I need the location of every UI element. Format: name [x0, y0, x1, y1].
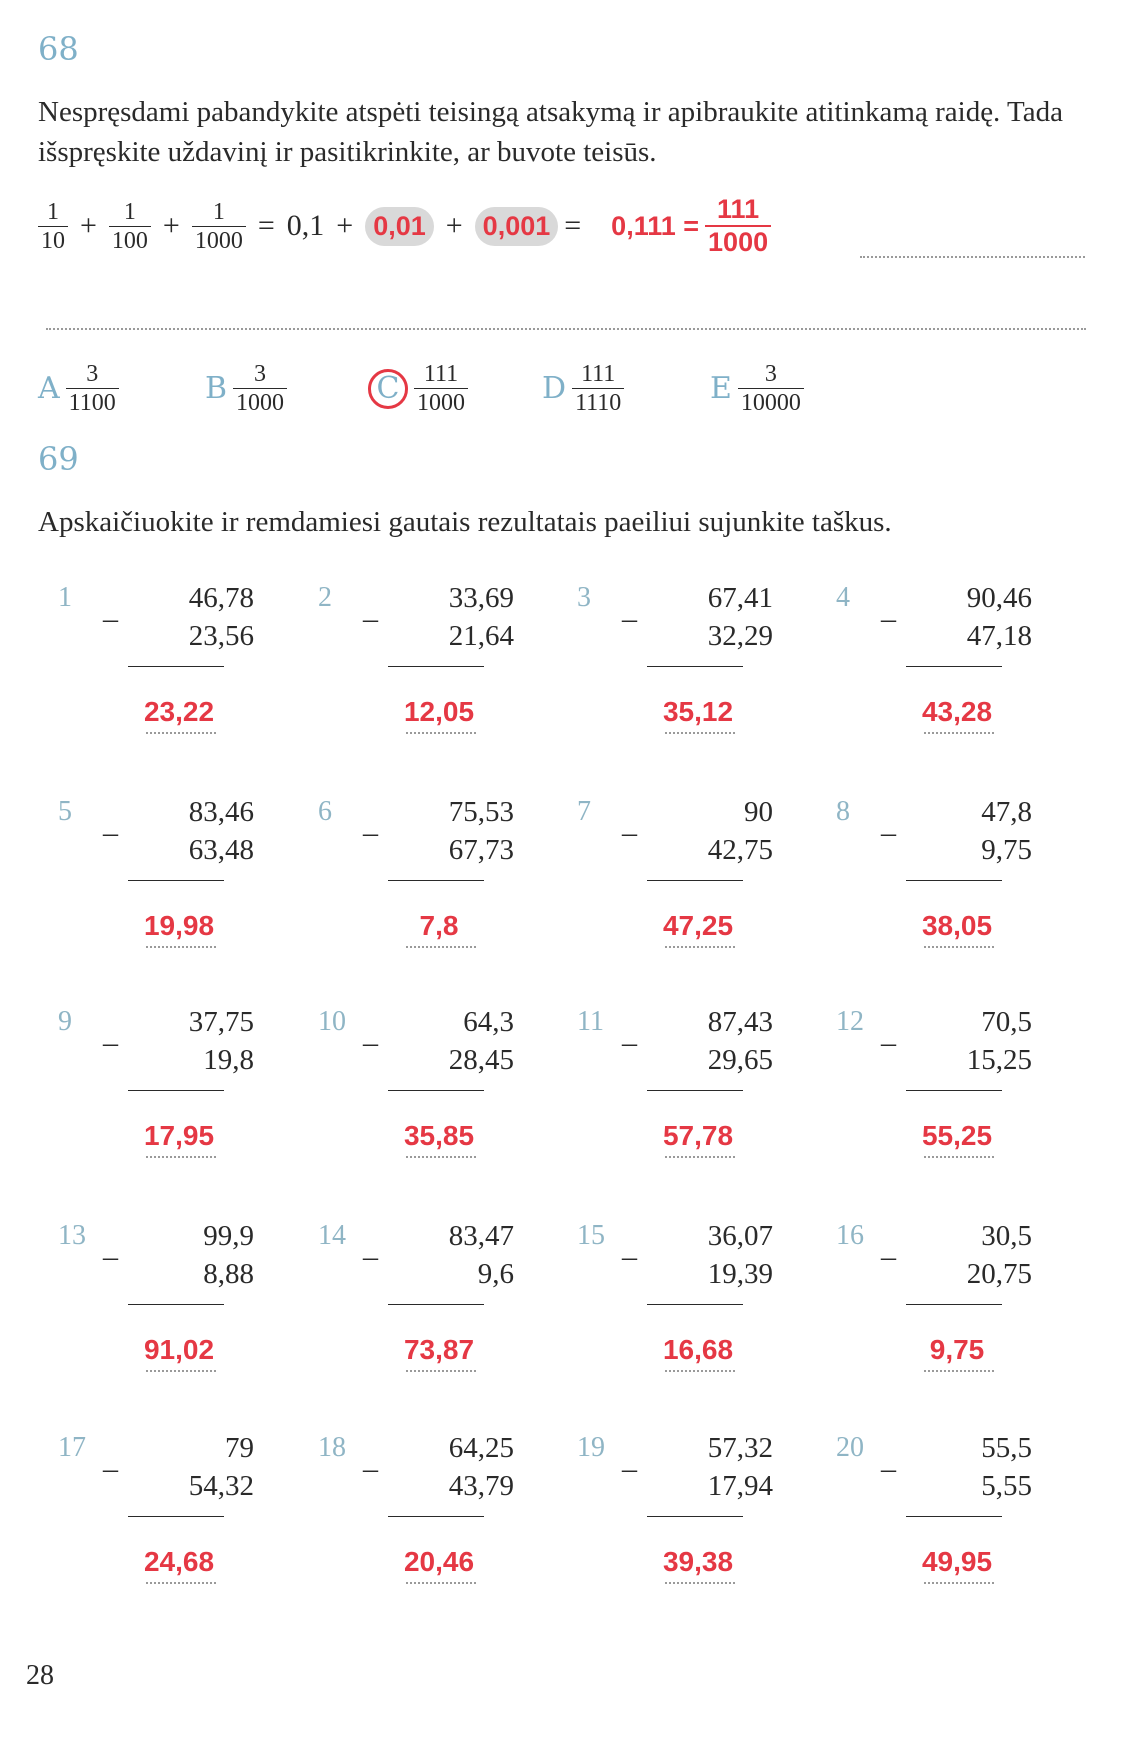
minus-sign: _: [881, 1016, 896, 1049]
handwritten-answer: 39,38: [662, 1546, 734, 1577]
subtrahend: 20,75: [966, 1258, 1032, 1290]
subtrahend: 32,29: [707, 620, 773, 652]
minus-sign: _: [622, 1230, 637, 1263]
answer-dotted-line: [924, 1156, 994, 1158]
option-e[interactable]: E $\frac{3}{10000}$: [710, 362, 804, 415]
subtraction-problem-16: [836, 1220, 1076, 1390]
sum-rule: [647, 666, 743, 667]
subtrahend: 17,94: [707, 1470, 773, 1502]
subtrahend: 29,65: [707, 1044, 773, 1076]
subtraction-problem-20: [836, 1432, 1076, 1602]
answer-dotted-line: [146, 732, 216, 734]
subtrahend: 43,79: [448, 1470, 514, 1502]
answer-dotted-line: [665, 732, 735, 734]
handwritten-answer: 19,98: [143, 910, 215, 941]
selected-circle: C: [368, 369, 408, 409]
minus-sign: _: [622, 1016, 637, 1049]
handwritten-answer: 43,28: [921, 696, 993, 727]
problem-index: 2: [318, 582, 332, 613]
handwritten-answer: 91,02: [143, 1334, 215, 1365]
problem-index: 16: [836, 1220, 864, 1251]
problem-index: 4: [836, 582, 850, 613]
minuend: 67,41: [707, 582, 773, 614]
problem-index: 5: [58, 796, 72, 827]
page-number: 28: [26, 1660, 54, 1691]
minus-sign: _: [363, 806, 378, 839]
subtrahend: 28,45: [448, 1044, 514, 1076]
subtrahend: 9,6: [477, 1258, 514, 1290]
minus-sign: _: [363, 592, 378, 625]
sum-rule: [388, 880, 484, 881]
handwritten-answer: 7,8: [419, 910, 459, 941]
subtrahend: 15,25: [966, 1044, 1032, 1076]
subtraction-problem-5: [58, 796, 298, 966]
sum-rule: [388, 1516, 484, 1517]
minuend: 70,5: [981, 1006, 1032, 1038]
cloud-term-0-001: 0,001: [475, 207, 559, 246]
sum-rule: [128, 1516, 224, 1517]
handwritten-answer: 57,78: [662, 1120, 734, 1151]
problem-index: 12: [836, 1006, 864, 1037]
minuend: 83,47: [448, 1220, 514, 1252]
problem-index: 6: [318, 796, 332, 827]
answer-dotted-line: [406, 1370, 476, 1372]
subtraction-problem-9: [58, 1006, 298, 1176]
subtraction-problem-14: [318, 1220, 558, 1390]
problem-index: 14: [318, 1220, 346, 1251]
option-c-circled[interactable]: C $\frac{111}{1000}$: [368, 362, 468, 415]
subtraction-problem-4: [836, 582, 1076, 752]
minus-sign: _: [103, 1442, 118, 1475]
minus-sign: _: [881, 1230, 896, 1263]
exercise-69-instruction: Apskaičiuokite ir remdamiesi gautais rezultatais paeiliui sujunkite taškus.: [38, 506, 892, 538]
option-d[interactable]: D $\frac{111}{1110}$: [542, 362, 624, 415]
sum-rule: [906, 1090, 1002, 1091]
minuend: 99,9: [203, 1220, 254, 1252]
problem-index: 7: [577, 796, 591, 827]
minus-sign: _: [103, 1230, 118, 1263]
answer-dotted-line: [665, 1582, 735, 1584]
minus-sign: _: [103, 1016, 118, 1049]
sum-rule: [647, 1090, 743, 1091]
cloud-term-0-01: 0,01: [365, 207, 434, 246]
problem-index: 11: [577, 1006, 604, 1037]
sum-rule: [906, 666, 1002, 667]
handwritten-answer: 35,12: [662, 696, 734, 727]
problem-index: 9: [58, 1006, 72, 1037]
sum-rule: [906, 1516, 1002, 1517]
problem-index: 15: [577, 1220, 605, 1251]
sum-rule: [647, 1516, 743, 1517]
answer-dotted-line: [924, 1370, 994, 1372]
problem-index: 8: [836, 796, 850, 827]
sum-rule: [128, 1090, 224, 1091]
sum-rule: [906, 880, 1002, 881]
subtraction-problem-13: [58, 1220, 298, 1390]
minuend: 64,25: [448, 1432, 514, 1464]
subtrahend: 47,18: [966, 620, 1032, 652]
handwritten-answer: 12,05: [403, 696, 475, 727]
minuend: 64,3: [463, 1006, 514, 1038]
minus-sign: _: [881, 1442, 896, 1475]
subtraction-problem-6: [318, 796, 558, 966]
minus-sign: _: [103, 806, 118, 839]
minuend: 55,5: [981, 1432, 1032, 1464]
subtraction-problem-3: [577, 582, 817, 752]
minuend: 57,32: [707, 1432, 773, 1464]
subtrahend: 42,75: [707, 834, 773, 866]
problem-index: 13: [58, 1220, 86, 1251]
subtrahend: 5,55: [981, 1470, 1032, 1502]
handwritten-answer: 17,95: [143, 1120, 215, 1151]
subtraction-problem-18: [318, 1432, 558, 1602]
minus-sign: _: [881, 806, 896, 839]
sum-rule: [128, 666, 224, 667]
problem-index: 17: [58, 1432, 86, 1463]
minuend: 87,43: [707, 1006, 773, 1038]
answer-dotted-line: [146, 1582, 216, 1584]
subtraction-problem-10: [318, 1006, 558, 1176]
problem-index: 3: [577, 582, 591, 613]
handwritten-answer: 73,87: [403, 1334, 475, 1365]
sum-rule: [647, 1304, 743, 1305]
problem-index: 18: [318, 1432, 346, 1463]
exercise-68-number: 68: [38, 30, 79, 68]
subtraction-problem-19: [577, 1432, 817, 1602]
minus-sign: _: [622, 1442, 637, 1475]
subtrahend: 67,73: [448, 834, 514, 866]
minuend: 36,07: [707, 1220, 773, 1252]
subtraction-problem-12: [836, 1006, 1076, 1176]
problem-index: 10: [318, 1006, 346, 1037]
term-0-1: 0,1: [286, 209, 325, 242]
answer-dotted-line: [924, 732, 994, 734]
answer-dotted-line: [665, 946, 735, 948]
answer-dotted-line: [665, 1156, 735, 1158]
answer-dotted-line: [406, 1582, 476, 1584]
answer-dotted-line-1: [860, 256, 1085, 258]
minuend: 79: [225, 1432, 254, 1464]
sum-rule: [128, 880, 224, 881]
handwritten-answer: 16,68: [662, 1334, 734, 1365]
answer-dotted-line: [406, 732, 476, 734]
sum-rule: [388, 666, 484, 667]
minuend: 46,78: [188, 582, 254, 614]
problem-index: 20: [836, 1432, 864, 1463]
minuend: 47,8: [981, 796, 1032, 828]
answer-dotted-line: [406, 1156, 476, 1158]
minus-sign: _: [622, 592, 637, 625]
sum-rule: [388, 1304, 484, 1305]
minuend: 37,75: [188, 1006, 254, 1038]
sum-rule: [388, 1090, 484, 1091]
subtraction-problem-7: [577, 796, 817, 966]
handwritten-answer: 9,75: [929, 1334, 985, 1365]
exercise-68-instruction: Nespręsdami pabandykite atspėti teisingą atsakymą ir apibraukite atitinkamą raidę. Tada išspręskite uždavinį ir pasitikrinkite, ar buvote teisūs.: [38, 96, 1063, 168]
handwritten-answer: 49,95: [921, 1546, 993, 1577]
fraction-1-1000: $\frac{1}{1000}$: [192, 200, 246, 253]
minuend: 90,46: [966, 582, 1032, 614]
handwritten-answer: 35,85: [403, 1120, 475, 1151]
minus-sign: _: [363, 1016, 378, 1049]
problem-index: 19: [577, 1432, 605, 1463]
problem-index: 1: [58, 582, 72, 613]
subtrahend: 19,8: [203, 1044, 254, 1076]
subtrahend: 8,88: [203, 1258, 254, 1290]
minus-sign: _: [881, 592, 896, 625]
subtraction-problem-1: [58, 582, 298, 752]
exercise-69-number: 69: [38, 440, 79, 478]
handwritten-answer: 24,68: [143, 1546, 215, 1577]
option-a[interactable]: A $\frac{3}{1100}$: [38, 362, 119, 415]
answer-dotted-line-2: [46, 328, 1086, 330]
exercise-68-equation: $\frac{1}{10}$ + $\frac{1}{100}$ + $\frac{1}{1000}$ = 0,1 + 0,01 + 0,001 = 0,111 = $\frac{111}{1000}$: [38, 196, 771, 256]
minuend: 30,5: [981, 1220, 1032, 1252]
subtrahend: 9,75: [981, 834, 1032, 866]
minuend: 33,69: [448, 582, 514, 614]
result-fraction: $\frac{111}{1000}$: [705, 196, 771, 256]
subtraction-problem-11: [577, 1006, 817, 1176]
subtraction-problem-2: [318, 582, 558, 752]
fraction-1-10: $\frac{1}{10}$: [38, 200, 68, 253]
sum-rule: [647, 880, 743, 881]
minuend: 75,53: [448, 796, 514, 828]
answer-dotted-line: [924, 1582, 994, 1584]
subtrahend: 19,39: [707, 1258, 773, 1290]
answer-dotted-line: [146, 1156, 216, 1158]
handwritten-answer: 38,05: [921, 910, 993, 941]
fraction-1-100: $\frac{1}{100}$: [109, 200, 151, 253]
sum-rule: [128, 1304, 224, 1305]
handwritten-result: 0,111 =: [611, 210, 700, 241]
handwritten-answer: 47,25: [662, 910, 734, 941]
answer-dotted-line: [665, 1370, 735, 1372]
subtrahend: 21,64: [448, 620, 514, 652]
minuend: 83,46: [188, 796, 254, 828]
handwritten-answer: 23,22: [143, 696, 215, 727]
subtrahend: 54,32: [188, 1470, 254, 1502]
answer-dotted-line: [146, 1370, 216, 1372]
subtrahend: 63,48: [188, 834, 254, 866]
subtrahend: 23,56: [188, 620, 254, 652]
subtraction-problem-8: [836, 796, 1076, 966]
minus-sign: _: [103, 592, 118, 625]
handwritten-answer: 55,25: [921, 1120, 993, 1151]
minus-sign: _: [363, 1442, 378, 1475]
minus-sign: _: [622, 806, 637, 839]
option-b[interactable]: B $\frac{3}{1000}$: [205, 362, 287, 415]
answer-dotted-line: [924, 946, 994, 948]
handwritten-answer: 20,46: [403, 1546, 475, 1577]
subtraction-problem-15: [577, 1220, 817, 1390]
subtraction-problem-17: [58, 1432, 298, 1602]
answer-dotted-line: [406, 946, 476, 948]
answer-dotted-line: [146, 946, 216, 948]
sum-rule: [906, 1304, 1002, 1305]
minus-sign: _: [363, 1230, 378, 1263]
minuend: 90: [744, 796, 773, 828]
